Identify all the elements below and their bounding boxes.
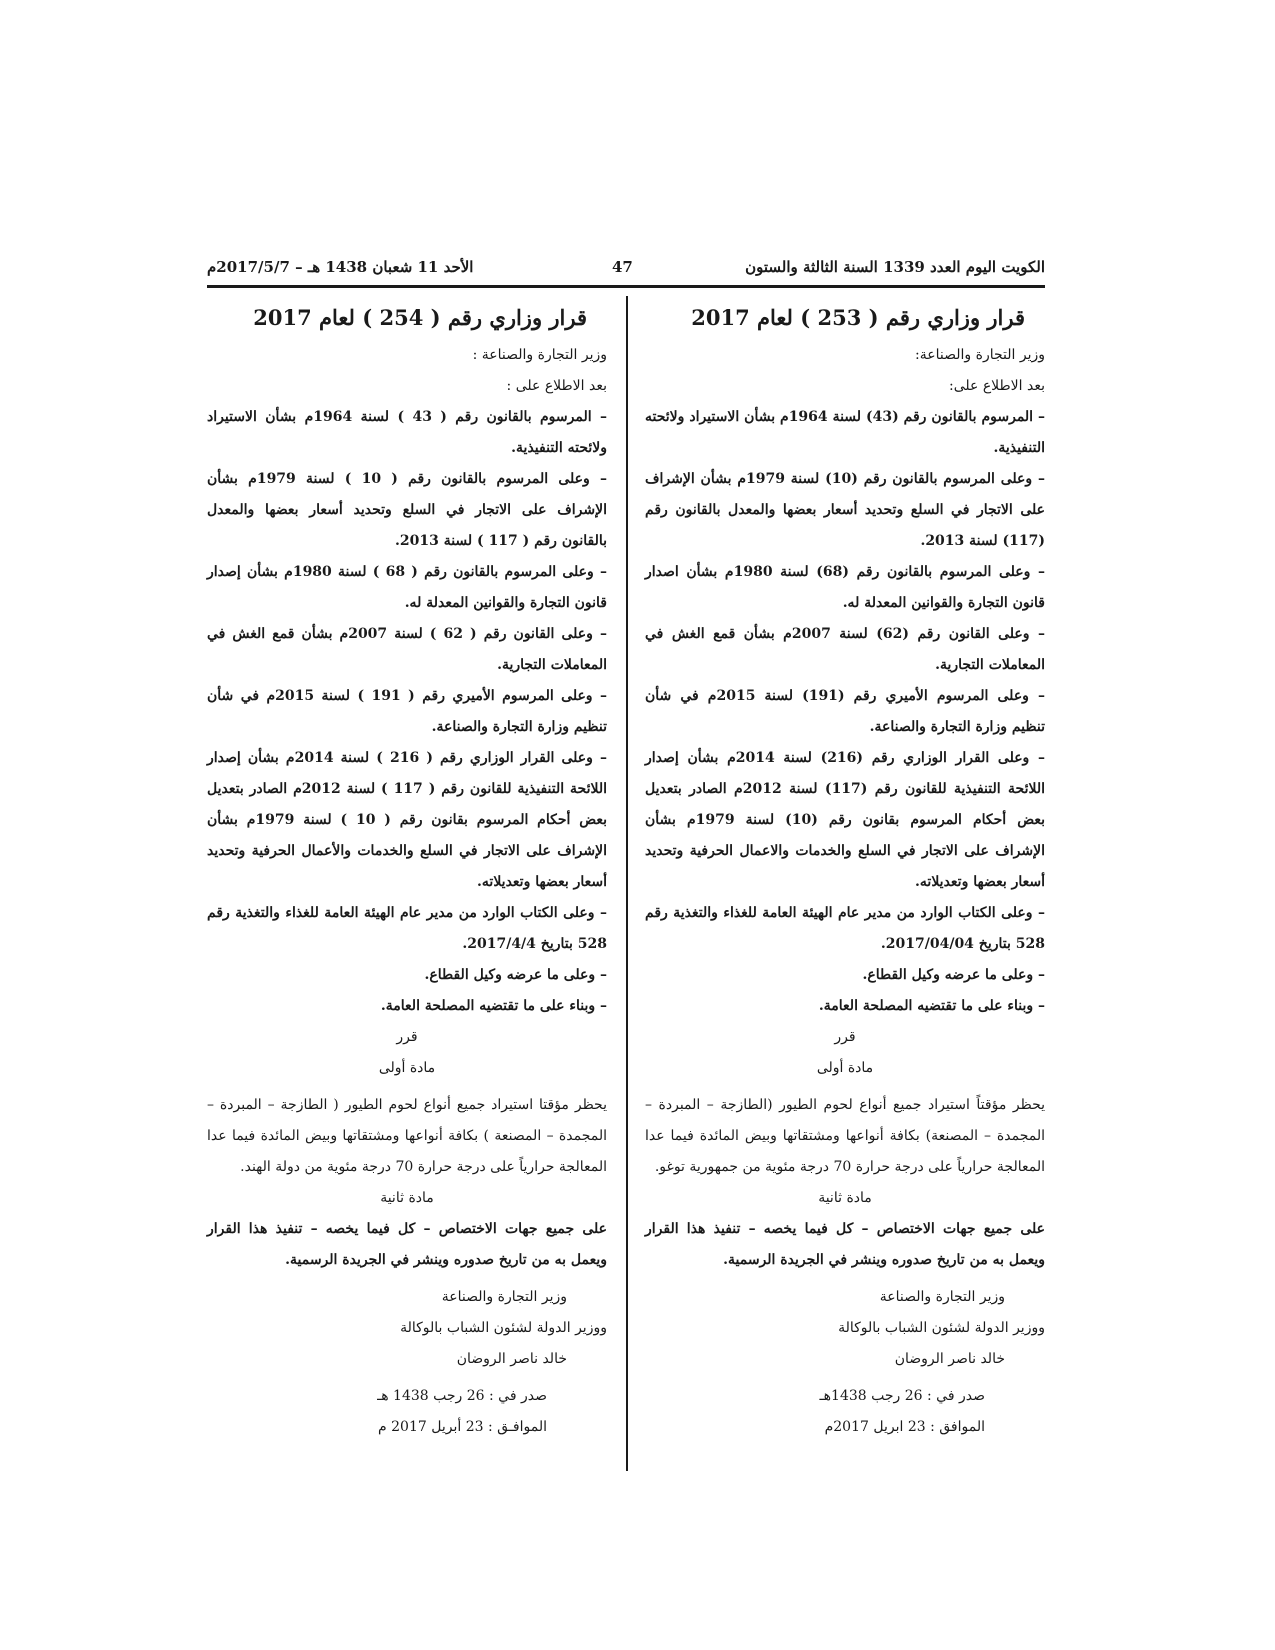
decree-253-clause-2: – وعلى المرسوم بالقانون رقم (10) لسنة 1979م بشأن الإشراف على الاتجار في السلع وتحديد أسعار بعضها والمعدل بالقانون رقم (117) لسنة 2013. [645, 471, 1045, 549]
decree-254-clause-8: – وعلى ما عرضه وكيل القطاع. [424, 967, 607, 983]
decree-253-signatory-name: خالد ناصر الروضان [894, 1351, 1005, 1367]
decree-254-after-reviewing: بعد الاطلاع على : [506, 378, 607, 394]
decree-254-article-1-heading: مادة أولى [378, 1060, 436, 1076]
decree-253-after-reviewing: بعد الاطلاع على: [949, 378, 1045, 394]
decree-253-clause-7: – وعلى الكتاب الوارد من مدير عام الهيئة العامة للغذاء والتغذية رقم 528 بتاريخ 2017/04/04. [645, 905, 1045, 952]
decree-253-clause-5: – وعلى المرسوم الأميري رقم (191) لسنة 2015م في شأن تنظيم وزارة التجارة والصناعة. [645, 688, 1046, 735]
decree-253-article-1-heading: مادة أولى [816, 1060, 874, 1076]
decree-253-corresponding-date: الموافق : 23 ابريل 2017م [824, 1419, 985, 1435]
decree-254-signatory-name: خالد ناصر الروضان [456, 1351, 567, 1367]
decree-253-clause-4: – وعلى القانون رقم (62) لسنة 2007م بشأن قمع الغش في المعاملات التجارية. [645, 626, 1045, 673]
header-page-number: 47 [612, 258, 633, 276]
decree-253-signature-acting: ووزير الدولة لشئون الشباب بالوكالة [838, 1320, 1045, 1336]
decree-254-decided: قرر [396, 1029, 418, 1045]
decree-253-minister: وزير التجارة والصناعة: [915, 347, 1045, 363]
decree-253-decided: قرر [834, 1029, 856, 1045]
decree-254-column [207, 300, 607, 1443]
decree-253-column [645, 300, 1045, 1443]
decree-253-clause-6: – وعلى القرار الوزاري رقم (216) لسنة 2014م بشأن إصدار اللائحة التنفيذية للقانون رقم (117) لسنة 2012م الصادر بتعديل بعض أحكام المرسوم بقانون رقم (10) لسنة 1979م بشأن الإشراف على الاتجار في السلع والخدمات والاعمال الحرفية وتحديد أسعار بعضها وتعديلاته. [645, 750, 1046, 890]
decree-254-clause-6: – وعلى القرار الوزاري رقم ( 216 ) لسنة 2014م بشأن إصدار اللائحة التنفيذية للقانون رقم ( 117 ) لسنة 2012م الصادر بتعديل بعض أحكام المرسوم بقانون رقم ( 10 ) لسنة 1979م بشأن الإشراف على الاتجار في السلع والخدمات والأعمال الحرفية وتحديد أسعار بعضها وتعديلاته. [207, 750, 608, 890]
decree-254-article-2-text: على جميع جهات الاختصاص – كل فيما يخصه – تنفيذ هذا القرار ويعمل به من تاريخ صدوره وينشر في الجريدة الرسمية. [207, 1221, 607, 1268]
decree-254-clause-1: – المرسوم بالقانون رقم ( 43 ) لسنة 1964م بشأن الاستيراد ولائحته التنفيذية. [207, 409, 607, 456]
decree-254-clause-5: – وعلى المرسوم الأميري رقم ( 191 ) لسنة 2015م في شأن تنظيم وزارة التجارة والصناعة. [207, 688, 607, 735]
decree-253-clause-3: – وعلى المرسوم بالقانون رقم (68) لسنة 1980م بشأن اصدار قانون التجارة والقوانين المعدلة له. [645, 564, 1046, 611]
decree-254-clause-7: – وعلى الكتاب الوارد من مدير عام الهيئة العامة للغذاء والتغذية رقم 528 بتاريخ 2017/4/4. [207, 905, 607, 952]
decree-254-article-2-heading: مادة ثانية [380, 1190, 434, 1206]
decree-253-article-1-text: يحظر مؤقتاً استيراد جميع أنواع لحوم الطيور (الطازجة – المبردة – المجمدة – المصنعة) بكافة أنواعها ومشتقاتها وبيض المائدة فيما عدا المعالجة حرارياً على درجة حرارة 70 درجة مئوية من جمهورية توغو. [645, 1097, 1045, 1175]
header-date: الأحد 11 شعبان 1438 هـ – 2017/5/7م [207, 258, 474, 276]
decree-254-article-1-text: يحظر مؤقتا استيراد جميع أنواع لحوم الطيور ( الطازجة – المبردة – المجمدة – المصنعة ) بكافة أنواعها ومشتقاتها وبيض المائدة فيما عدا المعالجة حرارياً على درجة حرارة 70 درجة مئوية من دولة الهند. [207, 1097, 607, 1175]
decree-254-clause-3: – وعلى المرسوم بالقانون رقم ( 68 ) لسنة 1980م بشأن إصدار قانون التجارة والقوانين المعدلة له. [207, 564, 607, 611]
decree-253-article-2-text: على جميع جهات الاختصاص – كل فيما يخصه – تنفيذ هذا القرار ويعمل به من تاريخ صدوره وينشر في الجريدة الرسمية. [645, 1221, 1045, 1268]
decree-254-corresponding-date: الموافـق : 23 أبريل 2017 م [378, 1419, 547, 1435]
decree-253-clause-9: – وبناء على ما تقتضيه المصلحة العامة. [818, 998, 1045, 1014]
decree-254-clause-2: – وعلى المرسوم بالقانون رقم ( 10 ) لسنة 1979م بشأن الإشراف على الاتجار في السلع وتحديد أسعار بعضها والمعدل بالقانون رقم ( 117 ) لسنة 2013. [207, 471, 607, 549]
decree-254-clause-4: – وعلى القانون رقم ( 62 ) لسنة 2007م بشأن قمع الغش في المعاملات التجارية. [207, 626, 607, 673]
decree-253-issued-date: صدر في : 26 رجب 1438هـ [819, 1388, 985, 1404]
decree-254-title: قرار وزاري رقم ( 254 ) لعام 2017 [253, 305, 587, 330]
decree-254-signature-acting: ووزير الدولة لشئون الشباب بالوكالة [400, 1320, 607, 1336]
decree-253-clause-8: – وعلى ما عرضه وكيل القطاع. [862, 967, 1045, 983]
header-issue: الكويت اليوم العدد 1339 السنة الثالثة والستون [745, 258, 1045, 276]
decree-253-signature-title: وزير التجارة والصناعة [879, 1289, 1005, 1305]
decree-254-minister: وزير التجارة والصناعة : [472, 347, 607, 363]
column-divider [626, 296, 628, 1471]
decree-254-issued-date: صدر في : 26 رجب 1438 هـ [377, 1388, 547, 1404]
decree-253-article-2-heading: مادة ثانية [818, 1190, 872, 1206]
page-header [207, 255, 1045, 288]
decree-254-clause-9: – وبناء على ما تقتضيه المصلحة العامة. [380, 998, 607, 1014]
decree-254-signature-title: وزير التجارة والصناعة [441, 1289, 567, 1305]
decree-253-clause-1: – المرسوم بالقانون رقم (43) لسنة 1964م بشأن الاستيراد ولائحته التنفيذية. [645, 409, 1045, 456]
decree-253-title: قرار وزاري رقم ( 253 ) لعام 2017 [691, 305, 1025, 330]
